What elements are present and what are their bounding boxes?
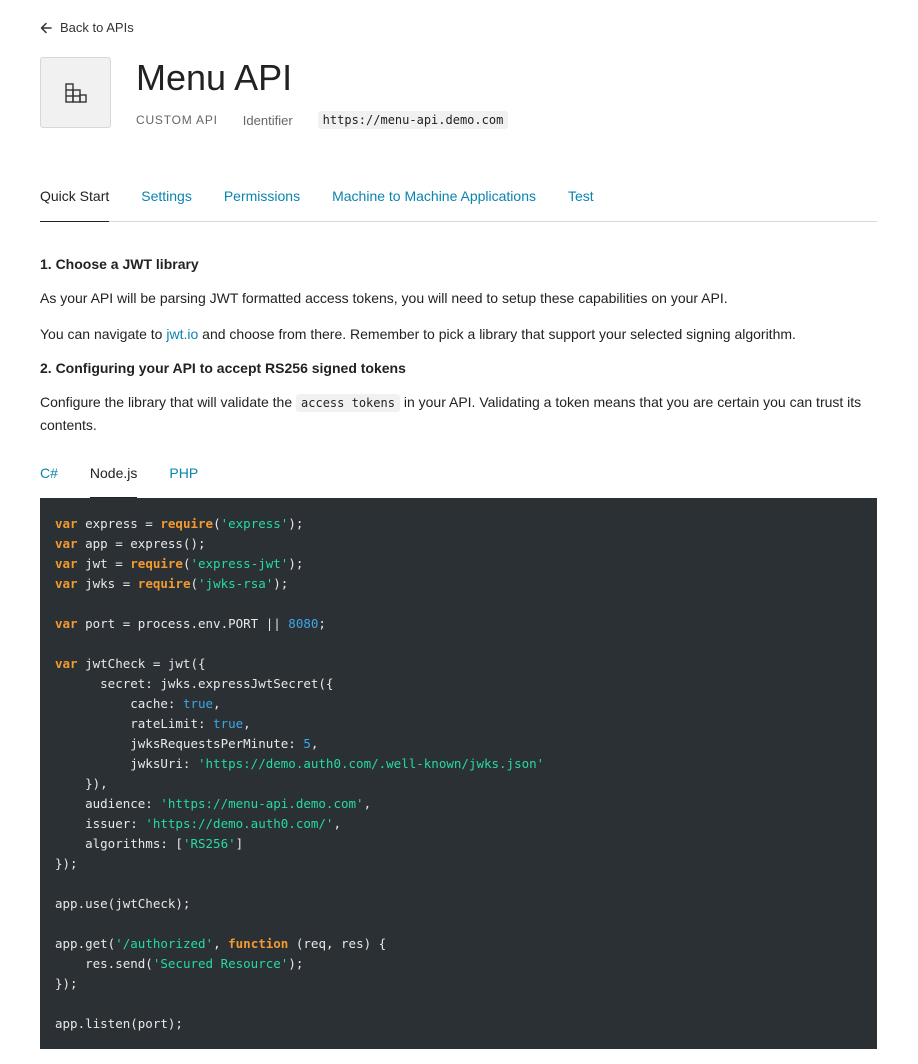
tab-test[interactable]: Test: [568, 188, 594, 204]
lang-tab-csharp[interactable]: C#: [40, 465, 58, 481]
language-tabs: [40, 462, 230, 498]
code-line: audience: 'https://menu-api.demo.com',: [55, 796, 372, 811]
jwt-io-link[interactable]: jwt.io: [166, 326, 199, 342]
back-to-apis-link[interactable]: [40, 20, 134, 35]
step2-para-before: Configure the library that will validate the: [40, 394, 297, 410]
access-tokens-code: access tokens: [296, 394, 400, 412]
step1-paragraph-2: [40, 323, 877, 345]
tab-settings[interactable]: Settings: [141, 188, 192, 204]
code-line: });: [55, 856, 78, 871]
code-line: var port = process.env.PORT || 8080;: [55, 616, 326, 631]
api-logo: [40, 57, 111, 128]
code-line: jwksUri: 'https://demo.auth0.com/.well-known/jwks.json': [55, 756, 545, 771]
arrow-left-icon: [40, 22, 52, 34]
code-line: jwksRequestsPerMinute: 5,: [55, 736, 319, 751]
identifier-value: https://menu-api.demo.com: [318, 111, 509, 129]
tab-permissions[interactable]: Permissions: [223, 188, 301, 204]
identifier-label: Identifier: [242, 112, 293, 128]
code-line: var app = express();: [55, 536, 206, 551]
code-line: var jwks = require('jwks-rsa');: [55, 576, 289, 591]
lang-tab-php[interactable]: PHP: [169, 465, 199, 481]
tab-quick-start[interactable]: Quick Start: [40, 180, 109, 221]
page-title: Menu API: [136, 57, 293, 98]
code-content: [55, 514, 862, 1034]
step1-paragraph-1: As your API will be parsing JWT formatted access tokens, you will need to setup these capabilities on your API.: [40, 290, 728, 306]
code-line: issuer: 'https://demo.auth0.com/',: [55, 816, 341, 831]
api-tabs: [40, 180, 877, 222]
code-line: res.send('Secured Resource');: [55, 956, 304, 971]
code-line: var express = require('express');: [55, 516, 304, 531]
code-line: var jwt = require('express-jwt');: [55, 556, 304, 571]
code-line: rateLimit: true,: [55, 716, 251, 731]
code-line: app.listen(port);: [55, 1016, 183, 1031]
code-line: }),: [85, 776, 108, 791]
api-type-label: CUSTOM API: [136, 113, 218, 127]
step2-para-after: in your API. Validating a token means that you are certain you can trust its contents.: [40, 394, 862, 433]
code-line: var jwtCheck = jwt({: [55, 656, 206, 671]
step1-para2-after: and choose from there. Remember to pick a library that support your selected signing algorithm.: [198, 326, 796, 342]
code-line: app.use(jwtCheck);: [55, 896, 191, 911]
api-meta: [136, 110, 508, 130]
code-line: algorithms: ['RS256']: [55, 836, 244, 851]
code-line: });: [55, 976, 78, 991]
back-link-label: Back to APIs: [60, 20, 134, 35]
step2-paragraph: [40, 391, 877, 436]
tab-machine-to-machine-applications[interactable]: Machine to Machine Applications: [332, 188, 536, 204]
step1-heading: 1. Choose a JWT library: [40, 256, 199, 272]
buildings-icon: [64, 82, 88, 104]
lang-tab-nodejs[interactable]: Node.js: [90, 462, 137, 498]
code-block[interactable]: [40, 498, 877, 1049]
code-line: cache: true,: [55, 696, 221, 711]
code-line: secret: jwks.expressJwtSecret({: [100, 676, 334, 691]
step2-heading: 2. Configuring your API to accept RS256 signed tokens: [40, 360, 406, 376]
code-line: app.get('/authorized', function (req, res) {: [55, 936, 387, 951]
step1-para2-before: You can navigate to: [40, 326, 167, 342]
